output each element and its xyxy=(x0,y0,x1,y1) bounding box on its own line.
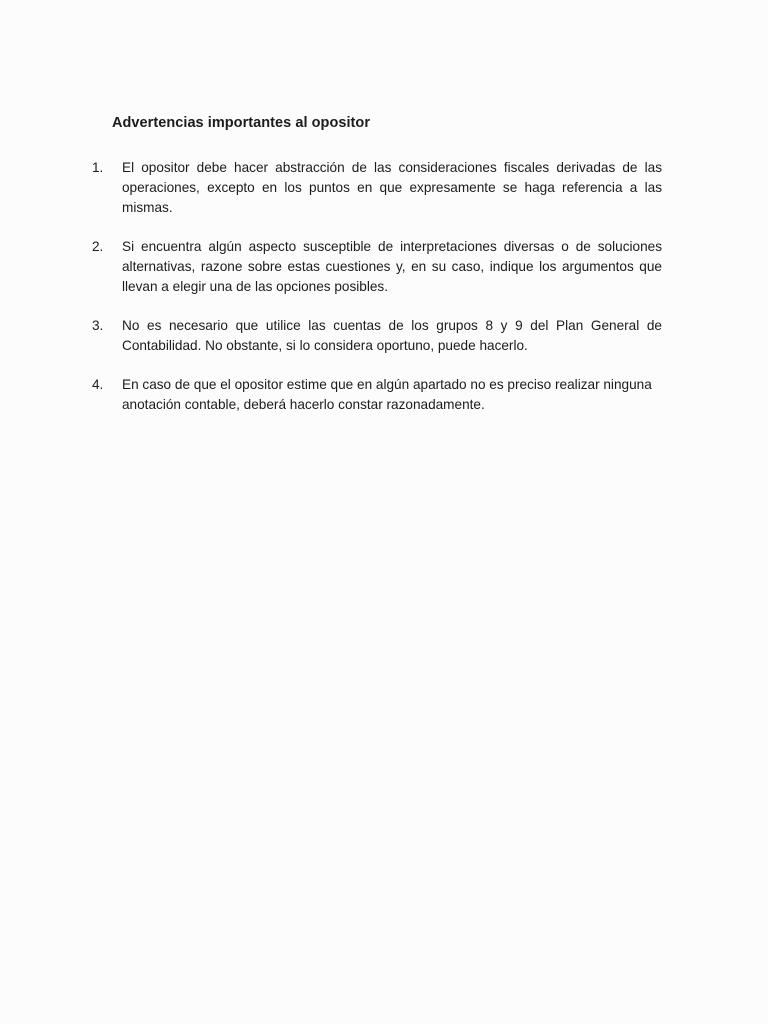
item-text: En caso de que el opositor estime que en algún apartado no es preciso realizar ninguna anotación contable, deberá hacerlo constar razonadamente. xyxy=(122,377,652,412)
list-item xyxy=(92,375,662,415)
item-number: 3. xyxy=(92,318,104,333)
item-text: No es necesario que utilice las cuentas de los grupos 8 y 9 del Plan General de Contabilidad. No obstante, si lo considera oportuno, puede hacerlo. xyxy=(122,318,662,353)
item-number: 4. xyxy=(92,377,104,392)
list-item xyxy=(92,316,662,356)
list-item xyxy=(92,158,662,218)
warnings-list xyxy=(92,158,662,434)
document-heading: Advertencias importantes al opositor xyxy=(112,115,371,131)
item-text: El opositor debe hacer abstracción de las consideraciones fiscales derivadas de las operaciones, excepto en los puntos en que expresamente se haga referencia a las mismas. xyxy=(122,160,662,215)
item-number: 1. xyxy=(92,160,104,175)
item-number: 2. xyxy=(92,239,104,254)
list-item xyxy=(92,237,662,297)
item-text: Si encuentra algún aspecto susceptible de interpretaciones diversas o de soluciones alternativas, razone sobre estas cuestiones y, en su caso, indique los argumentos que llevan a elegir una de las opciones posibles. xyxy=(122,239,662,294)
